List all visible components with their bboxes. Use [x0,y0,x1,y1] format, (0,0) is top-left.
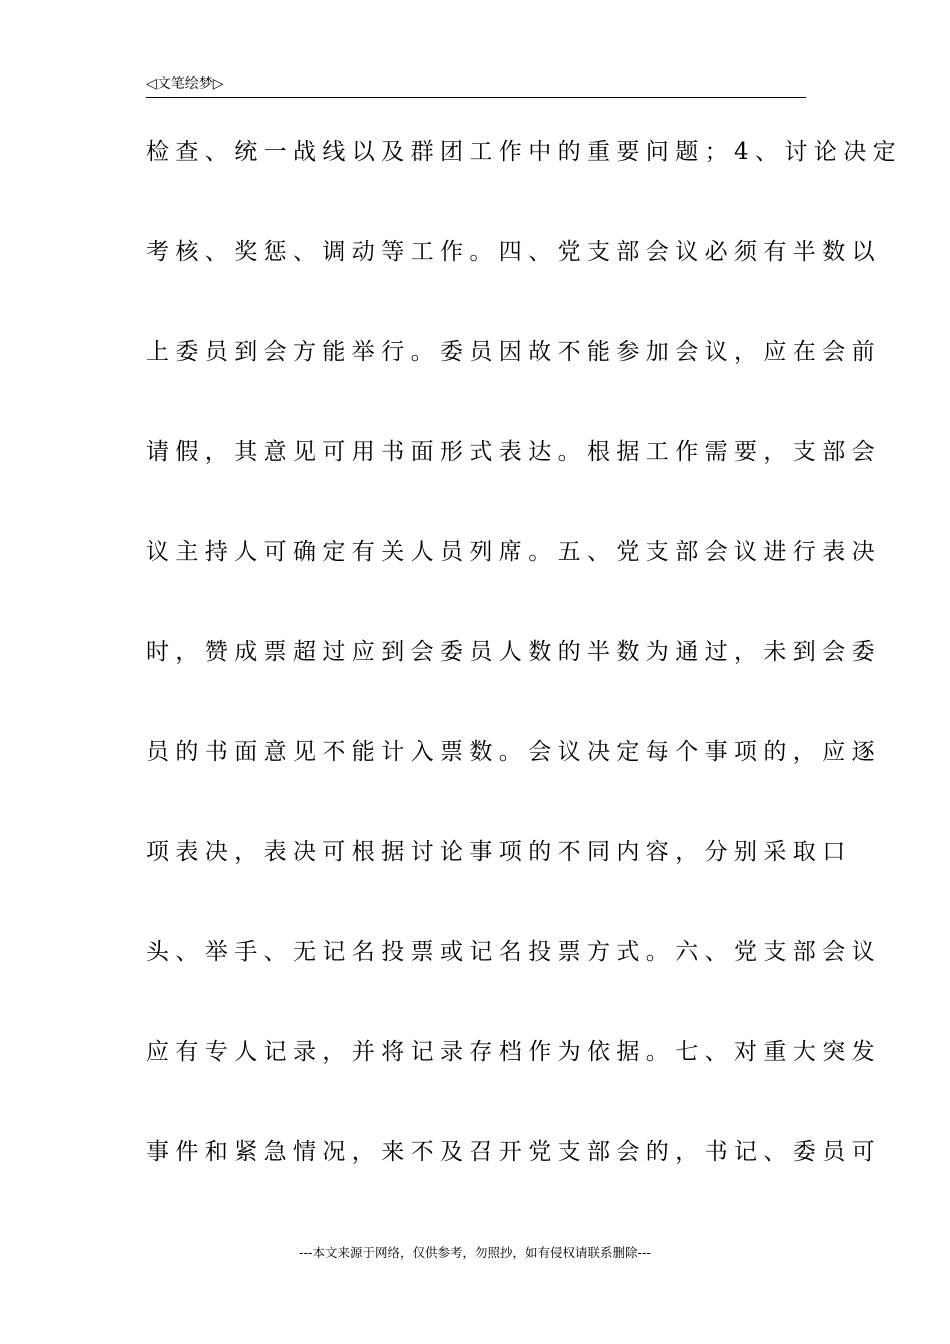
document-body [146,126,903,1226]
header-title: ◁文笔绘梦▷ [146,76,224,92]
body-line: 上委员到会方能举行。委员因故不能参加会议，应在会前 [146,339,881,365]
body-line: 事件和紧急情况，来不及召开党支部会的，书记、委员可 [146,1139,881,1165]
body-line: 检查、统一战线以及群团工作中的重要问题；4、讨论决定 [146,139,903,165]
body-line: 员的书面意见不能计入票数。会议决定每个事项的，应逐 [146,739,881,765]
header-divider [146,97,806,98]
body-line: 议主持人可确定有关人员列席。五、党支部会议进行表决 [146,539,881,565]
body-line: 头、举手、无记名投票或记名投票方式。六、党支部会议 [146,939,881,965]
footer-notice: ---本文来源于网络，仅供参考，勿照抄，如有侵权请联系删除--- [298,1245,652,1260]
body-line: 项表决，表决可根据讨论事项的不同内容，分别采取口 [146,839,852,865]
body-line: 应有专人记录，并将记录存档作为依据。七、对重大突发 [146,1039,881,1065]
body-line: 时，赞成票超过应到会委员人数的半数为通过，未到会委 [146,639,881,665]
body-line: 考核、奖惩、调动等工作。四、党支部会议必须有半数以 [146,239,881,265]
body-line: 请假，其意见可用书面形式表达。根据工作需要，支部会 [146,439,881,465]
